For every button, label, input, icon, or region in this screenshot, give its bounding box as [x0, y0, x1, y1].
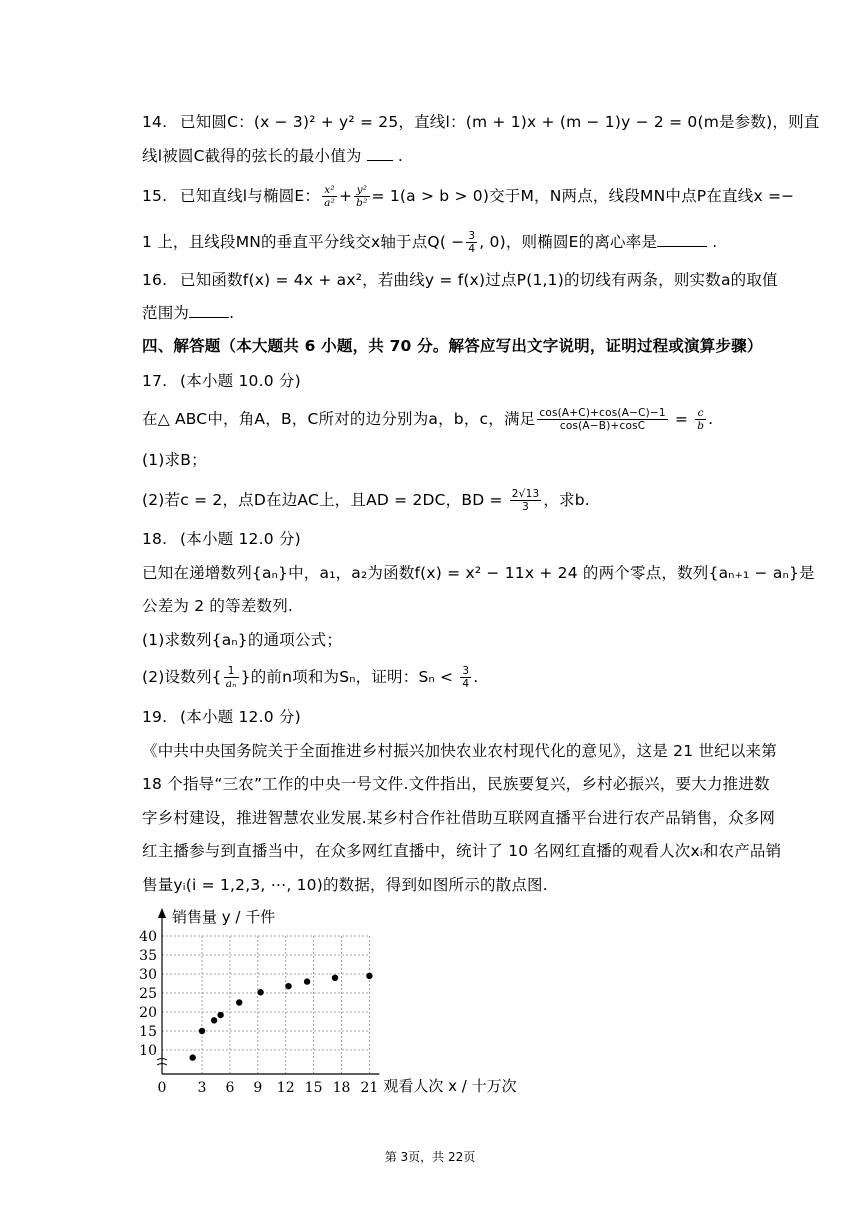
q16-line2 [142, 302, 234, 324]
q17-score: (本小题 10.0 分) [180, 372, 301, 390]
q18-period: . [473, 668, 479, 686]
x-tick-label-21: 21 [360, 1080, 379, 1096]
q17-period: . [708, 410, 714, 428]
data-point-8 [304, 978, 310, 984]
q18-header [142, 528, 301, 550]
q14-line2 [142, 145, 403, 167]
y-axis-arrow [158, 908, 166, 918]
data-point-1 [190, 1054, 196, 1060]
data-point-3 [211, 1017, 217, 1023]
q18-part2 [142, 665, 478, 690]
q19-line5: 售量yᵢ(i = 1,2,3, ⋯, 10)的数据，得到如图所示的散点图. [142, 876, 548, 894]
y-axis-label: 销售量 y / 千件 [172, 908, 276, 926]
q15-text-1a: 已知直线l与椭圆E： [180, 187, 321, 205]
q19-score: (本小题 12.0 分) [180, 708, 301, 726]
q18-line2: 公差为 2 的等差数列. [142, 597, 294, 615]
data-point-10 [366, 973, 372, 979]
q19-line3: 字乡村建设，推进智慧农业发展.某乡村合作社借助互联网直播平台进行农产品销售，众多网 [142, 809, 776, 827]
data-point-5 [236, 999, 242, 1005]
q16-line1 [142, 269, 778, 291]
q15-frac-3-4: $\frac{3}{4}$ [468, 230, 476, 255]
q16-text-2: 范围为 [142, 304, 190, 322]
data-point-4 [217, 1012, 223, 1018]
q17-stem-text: 在△ ABC中，角A，B，C所对的边分别为a，b，c，满足 [142, 410, 536, 428]
data-point-2 [199, 1028, 205, 1034]
q19-number: 19. [142, 708, 168, 726]
q19-line1: 《中共中央国务院关于全面推进乡村振兴加快农业农村现代化的意见》，这是 21 世纪以来第 [142, 742, 777, 760]
q19-header [142, 706, 301, 728]
q18-frac-3-4: $\frac{3}{4}$ [462, 665, 470, 690]
q14-text-2: 线l被圆C截得的弦长的最小值为 [142, 147, 362, 165]
q15-line2 [142, 230, 717, 255]
q19-line2: 18 个指导“三农”工作的中央一号文件.文件指出，民族要复兴，乡村必振兴，要大力推进数 [142, 775, 770, 793]
q16-number: 16. [142, 271, 168, 289]
y-tick-label-25: 25 [139, 986, 157, 1002]
q17-frac-bd: $\frac{2√13}{3}$ [511, 488, 540, 513]
y-tick-label-20: 20 [139, 1005, 157, 1021]
q17-part2-end: ，求b. [543, 491, 590, 509]
y-tick-label-40: 40 [139, 929, 157, 945]
q18-part1: (1)求数列{aₙ}的通项公式； [142, 631, 343, 649]
x-axis-label: 观看人次 x / 十万次 [383, 1077, 517, 1095]
q17-main-fraction: $\frac{\cos(A+C)+\cos(A-C)-1}{\cos(A-B)+\cos C}$ [539, 407, 666, 432]
q15-text-2b: , 0)，则椭圆E的离心率是 [479, 233, 658, 251]
y-tick-label-10: 10 [139, 1043, 157, 1059]
q15-frac-x2-a2: $\frac{\text{x²}}{\text{a²}}$ [324, 184, 335, 209]
data-point-7 [285, 983, 291, 989]
x-tick-label-12: 12 [276, 1080, 295, 1096]
q17-stem [142, 407, 713, 432]
q17-header [142, 370, 301, 392]
q15-plus: + [338, 187, 353, 205]
q17-frac-c-b: $\frac{c}{b}$ [697, 407, 705, 432]
data-point-9 [332, 975, 338, 981]
x-tick-label-15: 15 [304, 1080, 323, 1096]
x-tick-label-3: 3 [197, 1080, 207, 1096]
q15-line1 [142, 184, 794, 209]
q15-text-2a: 1 上，且线段MN的垂直平分线交x轴于点Q( − [142, 233, 465, 251]
q18-number: 18. [142, 530, 168, 548]
q14-line1 [142, 111, 819, 133]
scatter-chart [132, 906, 602, 1106]
origin-label: 0 [157, 1080, 167, 1096]
y-tick-label-15: 15 [139, 1024, 157, 1040]
q16-text-1: 已知函数f(x) = 4x + ax²，若曲线y = f(x)过点P(1,1)的切线有两条，则实数a的取值 [180, 271, 778, 289]
page-footer: 第 3页，共 22页 [384, 1150, 476, 1164]
q14-number: 14. [142, 113, 168, 131]
q14-answer-blank [367, 146, 393, 161]
y-tick-label-35: 35 [139, 948, 157, 964]
q15-answer-blank [657, 232, 707, 247]
x-tick-label-18: 18 [332, 1080, 351, 1096]
x-tick-label-6: 6 [225, 1080, 235, 1096]
y-tick-label-30: 30 [139, 967, 157, 983]
data-point-6 [257, 989, 263, 995]
q16-period: . [229, 304, 235, 322]
q18-part2-text: (2)设数列{ [142, 668, 222, 686]
q15-text-1b: = 1(a > b > 0)交于M，N两点，线段MN中点P在直线x =− [371, 187, 795, 205]
section-4-heading: 四、解答题（本大题共 6 小题，共 70 分。解答应写出文字说明，证明过程或演算步骤） [142, 337, 763, 355]
q15-period: . [712, 233, 718, 251]
q15-frac-y2-b2: $\frac{\text{y²}}{\text{b²}}$ [356, 184, 368, 209]
q19-line4: 红主播参与到直播当中，在众多网红直播中，统计了 10 名网红直播的观看人次xᵢ和农产品销 [142, 842, 782, 860]
q17-part1: (1)求B； [142, 451, 207, 469]
q17-number: 17. [142, 372, 168, 390]
q17-part2-text: (2)若c = 2，点D在边AC上，且AD = 2DC，BD = [142, 491, 503, 509]
q18-frac-1-an: $\frac{1}{\text{aₙ}}$ [225, 665, 237, 690]
q18-part2-mid: }的前n项和为Sₙ，证明：Sₙ < [240, 668, 454, 686]
q17-part2 [142, 488, 590, 513]
q17-equals: = [674, 410, 689, 428]
q14-text-1: 已知圆C：(x − 3)² + y² = 25，直线l：(m + 1)x + (m − 1)y − 2 = 0(m是参数)，则直 [180, 113, 820, 131]
q16-answer-blank [189, 303, 229, 318]
q18-score: (本小题 12.0 分) [180, 530, 301, 548]
q14-period: . [397, 147, 404, 165]
q18-line1: 已知在递增数列{aₙ}中，a₁，a₂为函数f(x) = x² − 11x + 24 的两个零点，数列{aₙ₊₁ − aₙ}是 [142, 564, 815, 582]
q15-number: 15. [142, 187, 168, 205]
x-tick-label-9: 9 [253, 1080, 263, 1096]
